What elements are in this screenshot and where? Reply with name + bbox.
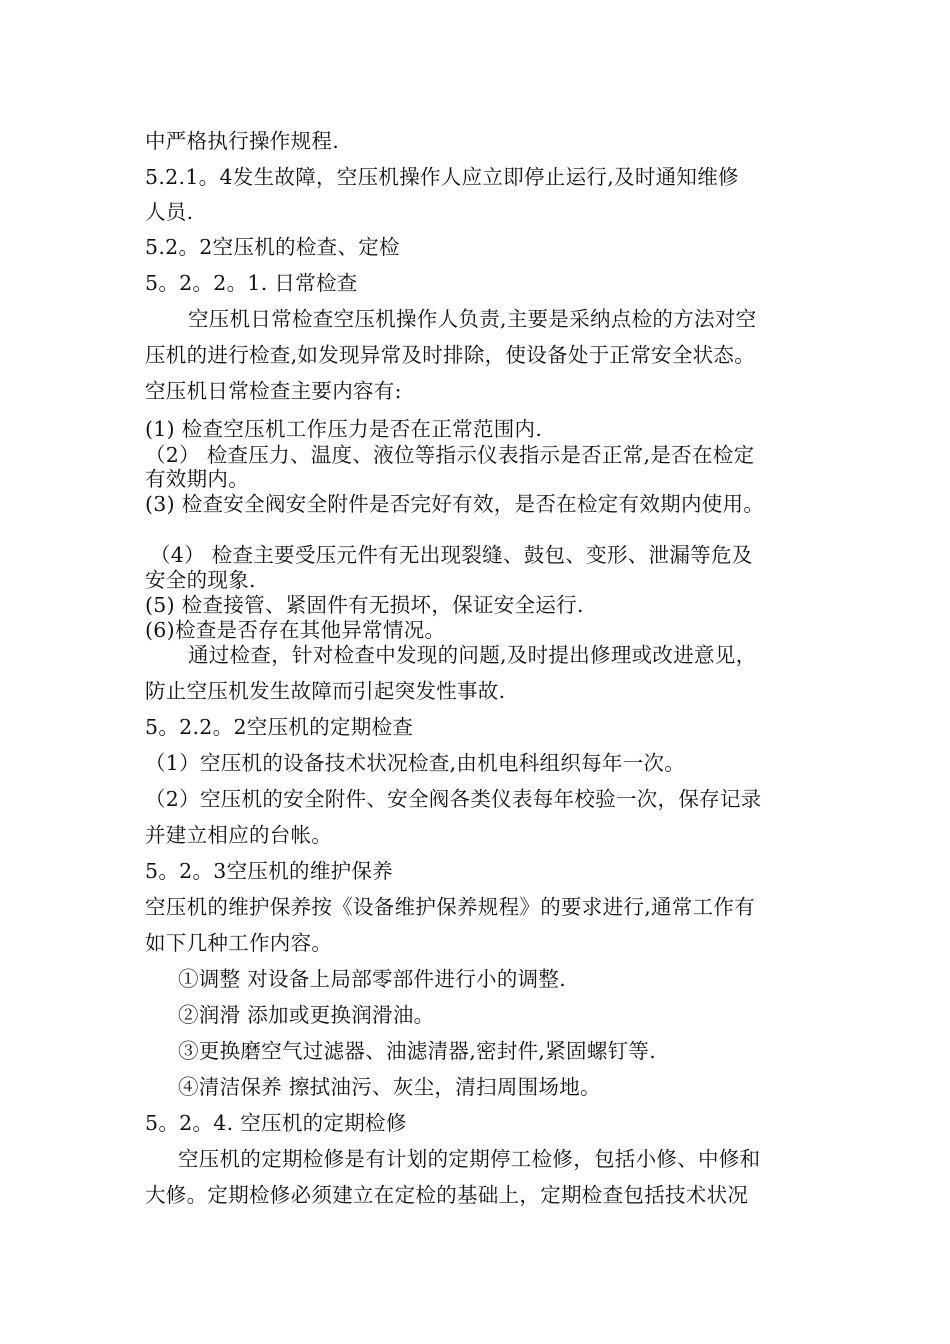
list-item: (6)检查是否存在其他异常情况。 <box>145 618 446 642</box>
list-item: ③更换磨空气过滤器、油滤清器,密封件,紧固螺钉等. <box>178 1039 657 1063</box>
text-line: 安全的现象. <box>145 568 256 592</box>
list-item: ④清洁保养 擦拭油污、灰尘，清扫周围场地。 <box>178 1075 601 1099</box>
list-item: （2） 检查压力、温度、液位等指示仪表指示是否正常,是否在检定 <box>145 443 755 467</box>
text-line: 大修。定期检修必须建立在定检的基础上，定期检查包括技术状况 <box>145 1183 749 1207</box>
section-heading: 5。2.2。2空压机的定期检查 <box>145 715 414 739</box>
text-line: 空压机日常检查空压机操作人负责,主要是采纳点检的方法对空 <box>188 307 757 331</box>
list-item: ②润滑 添加或更换润滑油。 <box>178 1003 435 1027</box>
text-line: 人员. <box>145 200 194 224</box>
text-line: 如下几种工作内容。 <box>145 931 333 955</box>
text-line: 5.2.1。4发生故障，空压机操作人应立即停止运行,及时通知维修 <box>145 165 739 189</box>
section-heading: 5。2。4. 空压机的定期检修 <box>145 1111 407 1135</box>
text-line: 压机的进行检查,如发现异常及时排除，使设备处于正常安全状态。 <box>145 343 756 367</box>
text-line: 中严格执行操作规程. <box>145 129 340 153</box>
text-line: 空压机的定期检修是有计划的定期停工检修，包括小修、中修和 <box>178 1147 761 1171</box>
list-item: (3) 检查安全阀安全附件是否完好有效，是否在检定有效期内使用。 <box>145 492 765 516</box>
list-item: （2）空压机的安全附件、安全阀各类仪表每年校验一次，保存记录 <box>145 787 762 811</box>
text-line: 通过检查，针对检查中发现的问题,及时提出修理或改进意见， <box>188 643 757 667</box>
list-item: (1) 检查空压机工作压力是否在正常范围内. <box>145 417 543 441</box>
text-line: 空压机日常检查主要内容有: <box>145 379 402 403</box>
list-item: (5) 检查接管、紧固件有无损坏，保证安全运行. <box>145 593 584 617</box>
text-line: 空压机的维护保养按《设备维护保养规程》的要求进行,通常工作有 <box>145 895 756 919</box>
text-line: 防止空压机发生故障而引起突发性事故. <box>145 679 506 703</box>
section-heading: 5。2。2。1. 日常检查 <box>145 271 358 295</box>
section-heading: 5.2。2空压机的检查、定检 <box>145 235 400 259</box>
section-heading: 5。2。3空压机的维护保养 <box>145 859 394 883</box>
list-item: ①调整 对设备上局部零部件进行小的调整. <box>178 967 567 991</box>
text-line: 有效期内。 <box>145 467 249 491</box>
list-item: （1）空压机的设备技术状况检查,由机电科组织每年一次。 <box>145 751 686 775</box>
list-item: （4） 检查主要受压元件有无出现裂缝、鼓包、变形、泄漏等危及 <box>150 543 753 567</box>
text-line: 并建立相应的台帐。 <box>145 823 333 847</box>
